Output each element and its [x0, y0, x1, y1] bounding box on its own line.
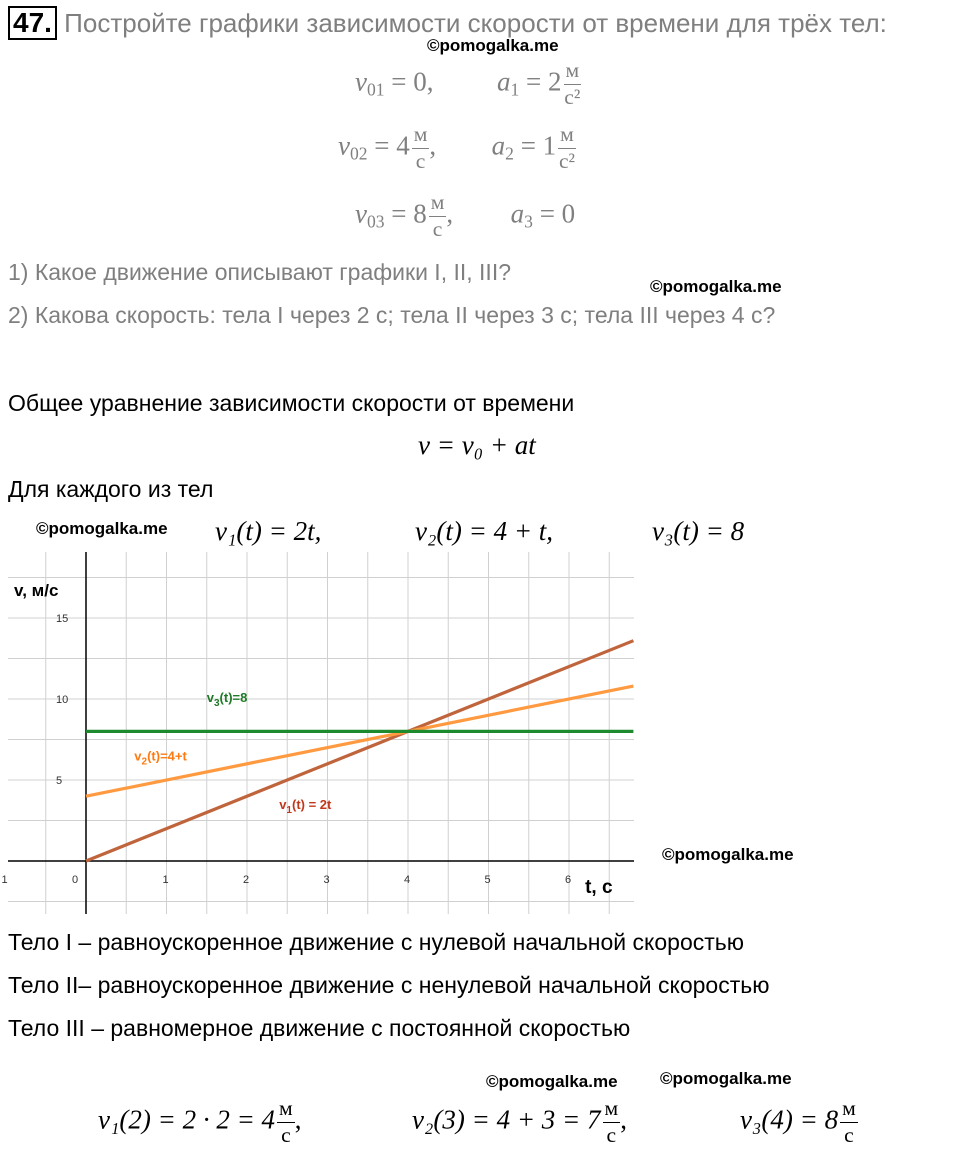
general-equation: v = v₀ + at: [418, 430, 536, 460]
watermark: ©pomogalka.me: [662, 845, 794, 864]
y-tick-label: 5: [56, 775, 63, 787]
x-tick-label: 6: [565, 874, 572, 886]
y-tick-label: 10: [56, 694, 69, 706]
chart-axes: [8, 552, 634, 914]
watermark: ©pomogalka.me: [36, 519, 168, 538]
watermark: ©pomogalka.me: [427, 36, 559, 55]
x-tick-label: 3: [323, 874, 330, 886]
condition-row-3: $v_{03} = 8$ $\frac{м}{с}$ , $a_3 = 0$: [355, 190, 576, 241]
answer-3: v₃(4) = 8 $\frac{м}{с}$: [740, 1096, 856, 1147]
x-tick-label: 4: [404, 874, 411, 886]
equation-v1: v₁(t) = 2t,: [215, 516, 322, 546]
x-tick-label: 2: [243, 874, 250, 886]
chart-grid: [8, 552, 634, 914]
condition-row-1: $v_{01} = 0$, $a_1 = 2$ $\frac{м}{\text{с²}}$: [355, 58, 581, 109]
answer-1: v₁(2) = 2 · 2 = 4 $\frac{м}{с}$ ,: [98, 1096, 302, 1147]
x-tick-label: 1: [162, 874, 169, 886]
velocity-time-chart: [1, 552, 634, 914]
watermark: ©pomogalka.me: [660, 1069, 792, 1088]
problem-text: Постройте графики зависимости скорости от времени для трёх тел:: [64, 8, 887, 38]
watermark: ©pomogalka.me: [486, 1072, 618, 1091]
equation-v2: v₂(t) = 4 + t,: [415, 516, 554, 546]
answer-2: v₂(3) = 4 + 3 = 7 $\frac{м}{с}$ ,: [412, 1096, 627, 1147]
each-heading: Для каждого из тел: [8, 476, 214, 502]
series-label-v1: $v_1(t) = 2t$: [279, 797, 332, 817]
watermark: ©pomogalka.me: [650, 277, 782, 296]
conclusion-body-2: Тело II– равноускоренное движение с ненулевой начальной скоростью: [8, 972, 770, 998]
y-tick-label: 15: [56, 613, 69, 625]
problem-number: 47.: [8, 6, 57, 40]
condition-row-2: $v_{02} = 4$ $\frac{м}{с}$ , $a_2 = 1$ $\frac{м}{\text{с²}}$: [338, 122, 576, 173]
x-tick-label: 1: [1, 874, 8, 886]
question-2: 2) Какова скорость: тела I через 2 с; тела II через 3 с; тела III через 4 с?: [8, 302, 776, 328]
general-heading: Общее уравнение зависимости скорости от времени: [8, 390, 575, 416]
x-axis-label: t, с: [585, 877, 613, 898]
y-axis-label: v, м/с: [14, 581, 59, 600]
question-1: 1) Какое движение описывают графики I, II, III?: [8, 259, 512, 285]
conclusion-body-3: Тело III – равномерное движение с постоянной скоростью: [8, 1015, 631, 1041]
x-tick-label: 0: [72, 874, 79, 886]
series-label-v2: $v_2(t)=4+t$: [134, 748, 187, 768]
x-tick-label: 5: [484, 874, 491, 886]
equation-v3: v₃(t) = 8: [652, 516, 745, 546]
conclusion-body-1: Тело I – равноускоренное движение с нулевой начальной скоростью: [8, 929, 744, 955]
series-label-v3: $v_3(t)=8$: [206, 690, 248, 710]
problem-statement: [8, 6, 887, 40]
